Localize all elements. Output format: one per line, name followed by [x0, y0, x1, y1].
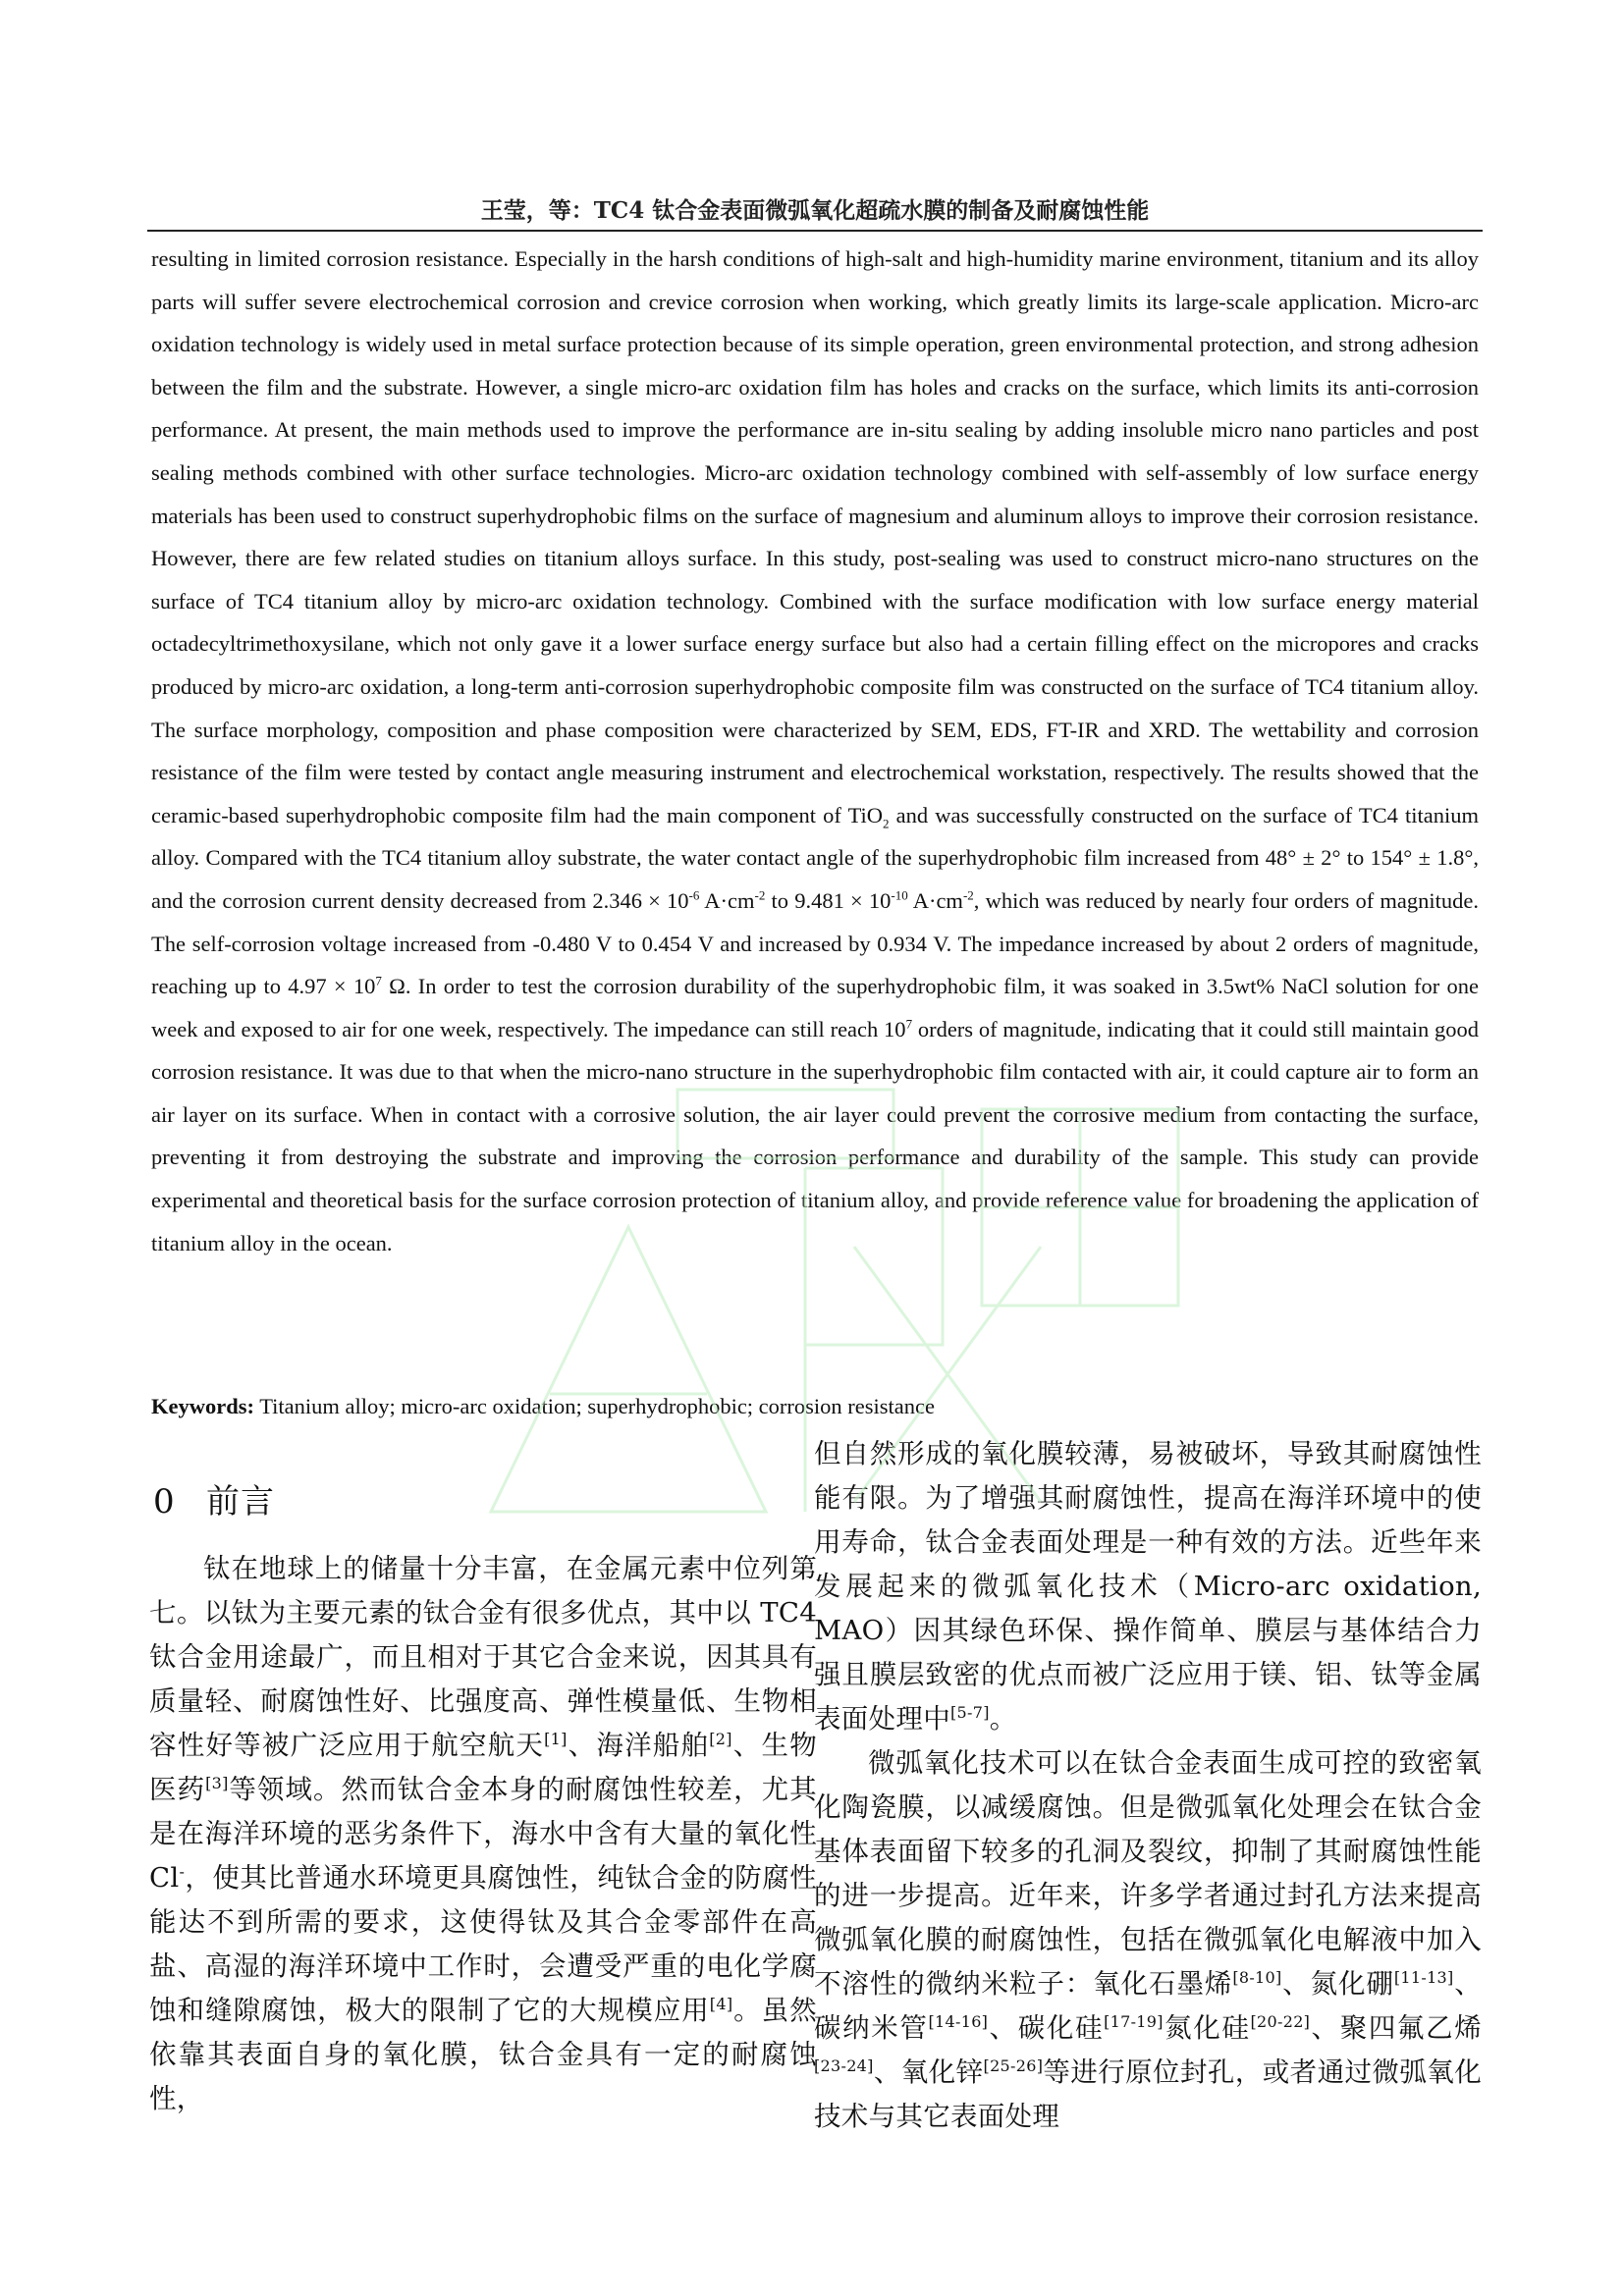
- intro-paragraph-2: 微弧氧化技术可以在钛合金表面生成可控的致密氧化陶瓷膜，以减缓腐蚀。但是微弧氧化处理会在钛合金基体表面留下较多的孔洞及裂纹，抑制了其耐腐蚀性能的进一步提高。近年来，许多学者通过封孔方法来提高微弧氧化膜的耐腐蚀性，包括在微弧氧化电解液中加入不溶性的微纳米粒子：氧化石墨烯[8-10]、氮化硼[11-13]、碳纳米管[14-16]、碳化硅[17-19]氮化硅[20-22]、聚四氟乙烯[23-24]、氧化锌[25-26]等进行原位封孔，或者通过微弧氧化技术与其它表面处理: [814, 1747, 1482, 2132]
- section-heading: [153, 1474, 275, 1522]
- intro-paragraph-continued: 但自然形成的氧化膜较薄，易被破坏，导致其耐腐蚀性能有限。为了增强其耐腐蚀性，提高在海洋环境中的使用寿命，钛合金表面处理是一种有效的方法。近些年来发展起来的微弧氧化技术（Micro-arc oxidation, MAO）因其绿色环保、操作简单、膜层与基体结合力强且膜层致密的优点而被广泛应用于镁、铝、钛等金属表面处理中[5-7]。: [814, 1438, 1482, 1735]
- watermark-stroke: [491, 1227, 766, 1512]
- section-number: 0: [153, 1482, 176, 1522]
- intro-paragraph: 钛在地球上的储量十分丰富，在金属元素中位列第七。以钛为主要元素的钛合金有很多优点，其中以 TC4 钛合金用途最广，而且相对于其它合金来说，因其具有质量轻、耐腐蚀性好、比强度高、弹性模量低、生物相容性好等被广泛应用于航空航天[1]、海洋船舶[2]、生物医药[3]等领域。然而钛合金本身的耐腐蚀性较差，尤其是在海洋环境的恶劣条件下，海水中含有大量的氧化性 Cl-，使其比普通水环境更具腐蚀性，纯钛合金的防腐性能达不到所需的要求，这使得钛及其合金零部件在高盐、高湿的海洋环境中工作时，会遭受严重的电化学腐蚀和缝隙腐蚀，极大的限制了它的大规模应用[4]。虽然依靠其表面自身的氧化膜，钛合金具有一定的耐腐蚀性，: [149, 1553, 817, 2114]
- left-column: [149, 1547, 817, 2121]
- keywords-line: [151, 1392, 1479, 1421]
- running-header: 王莹，等：TC4 钛合金表面微弧氧化超疏水膜的制备及耐腐蚀性能: [480, 197, 1150, 224]
- keywords-text: Titanium alloy; micro-arc oxidation; superhydrophobic; corrosion resistance: [254, 1394, 935, 1418]
- header-rule: [147, 230, 1483, 232]
- abstract-paragraph: resulting in limited corrosion resistance. Especially in the harsh conditions of high-salt and high-humidity marine environment, titanium and its alloy parts will suffer severe electrochemical corrosion and crevice corrosion when working, which greatly limits its large-scale application. Micro-arc oxidation technology is widely used in metal surface protection because of its simple operation, green environmental protection, and strong adhesion between the film and the substrate. However, a single micro-arc oxidation film has holes and cracks on the surface, which limits its anti-corrosion performance. At present, the main methods used to improve the performance are in-situ sealing by adding insoluble micro nano particles and post sealing methods combined with other surface technologies. Micro-arc oxidation technology combined with self-assembly of low surface energy materials has been used to construct superhydrophobic films on the surface of magnesium and aluminum alloys to improve their corrosion resistance. However, there are few related studies on titanium alloys surface. In this study, post-sealing was used to construct micro-nano structures on the surface of TC4 titanium alloy by micro-arc oxidation technology. Combined with the surface modification with low surface energy material octadecyltrimethoxysilane, which not only gave it a lower surface energy surface but also had a certain filling effect on the micropores and cracks produced by micro-arc oxidation, a long-term anti-corrosion superhydrophobic composite film was constructed on the surface of TC4 titanium alloy. The surface morphology, composition and phase composition were characterized by SEM, EDS, FT-IR and XRD. The wettability and corrosion resistance of the film were tested by contact angle measuring instrument and electrochemical workstation, respectively. The results showed that the ceramic-based superhydrophobic composite film had the main component of TiO$_2$ and was successfully constructed on the surface of TC4 titanium alloy. Compared with the TC4 titanium alloy substrate, the water contact angle of the superhydrophobic film increased from 48° ± 2° to 154° ± 1.8°, and the corrosion current density decreased from $2.346 \times 10^{-6}$ $A\cdot cm^{-2}$ to $9.481 \times 10^{-10}$ $A\cdot cm^{-2}$, which was reduced by nearly four orders of magnitude. The self-corrosion voltage increased from -0.480 V to 0.454 V and increased by 0.934 V. The impedance increased by about 2 orders of magnitude, reaching up to $4.97 \times 10^7$ Ω. In order to test the corrosion durability of the superhydrophobic film, it was soaked in 3.5wt% NaCl solution for one week and exposed to air for one week, respectively. The impedance can still reach $10^7$ orders of magnitude, indicating that it could still maintain good corrosion resistance. It was due to that when the micro-nano structure in the superhydrophobic film contacted with air, it could capture air to form an air layer on its surface. When in contact with a corrosive solution, the air layer could prevent the corrosive medium from contacting the surface, preventing it from destroying the substrate and improving the corrosion performance and durability of the sample. This study can provide experimental and theoretical basis for the surface corrosion protection of titanium alloy, and provide reference value for broadening the application of titanium alloy in the ocean.: [151, 246, 1480, 1255]
- english-abstract: [151, 238, 1479, 1264]
- section-title: 前言: [206, 1482, 275, 1522]
- keywords-label: Keywords:: [151, 1394, 254, 1418]
- right-column: [814, 1432, 1482, 2139]
